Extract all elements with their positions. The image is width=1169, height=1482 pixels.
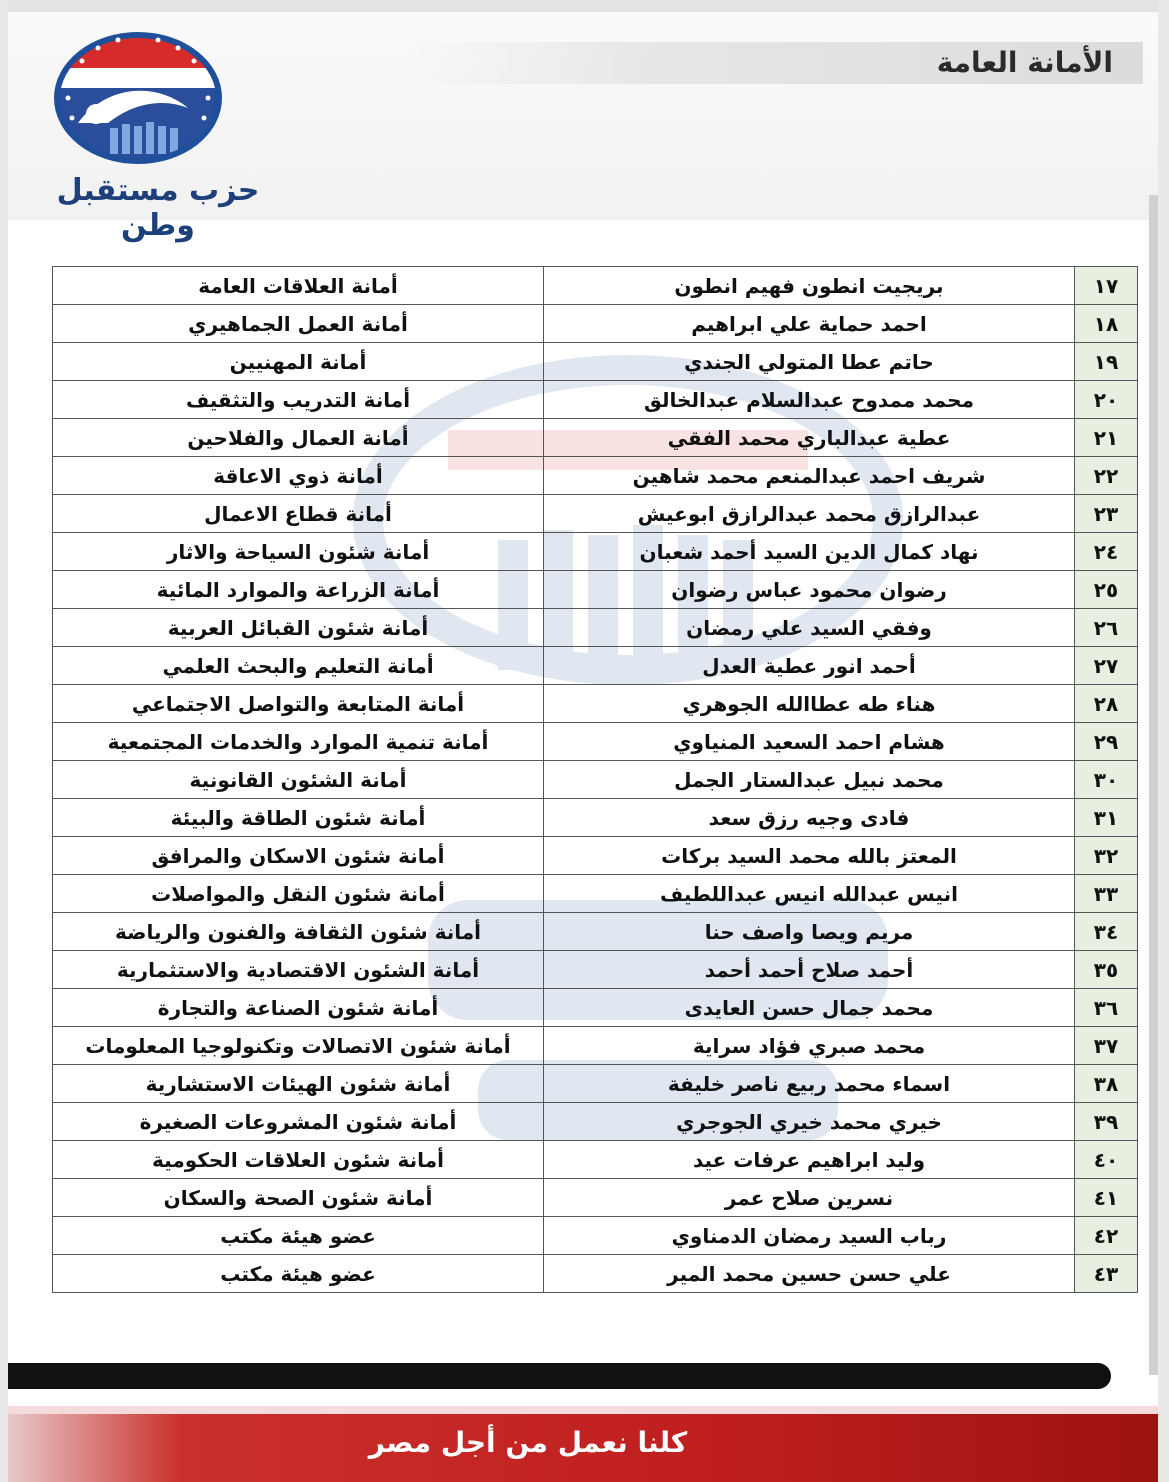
- role-cell: أمانة شئون الاتصالات وتكنولوجيا المعلومات: [53, 1027, 544, 1065]
- role-cell: أمانة الشئون القانونية: [53, 761, 544, 799]
- footer-red-band: [8, 1406, 1158, 1482]
- number-cell: ٣٦: [1075, 989, 1138, 1027]
- role-cell: أمانة شئون الطاقة والبيئة: [53, 799, 544, 837]
- name-cell: نسرين صلاح عمر: [544, 1179, 1075, 1217]
- table-row: [53, 533, 1138, 571]
- role-cell: أمانة شئون السياحة والاثار: [53, 533, 544, 571]
- name-cell: خيري محمد خيري الجوجري: [544, 1103, 1075, 1141]
- role-cell: أمانة قطاع الاعمال: [53, 495, 544, 533]
- table-row: [53, 1255, 1138, 1293]
- table-row: [53, 419, 1138, 457]
- number-cell: ٢٤: [1075, 533, 1138, 571]
- role-cell: عضو هيئة مكتب: [53, 1255, 544, 1293]
- name-cell: محمد صبري فؤاد سراية: [544, 1027, 1075, 1065]
- footer-black-band: [8, 1363, 1111, 1389]
- role-cell: أمانة العلاقات العامة: [53, 267, 544, 305]
- table-row: [53, 495, 1138, 533]
- table-row: [53, 799, 1138, 837]
- footer-slogan: كلنا نعمل من أجل مصر: [368, 1426, 688, 1459]
- role-cell: أمانة العمل الجماهيري: [53, 305, 544, 343]
- table-row: [53, 267, 1138, 305]
- number-cell: ٢٣: [1075, 495, 1138, 533]
- role-cell: أمانة شئون العلاقات الحكومية: [53, 1141, 544, 1179]
- name-cell: حاتم عطا المتولي الجندي: [544, 343, 1075, 381]
- secretariat-table: [52, 266, 1138, 1293]
- name-cell: انيس عبدالله انيس عبداللطيف: [544, 875, 1075, 913]
- number-cell: ١٩: [1075, 343, 1138, 381]
- name-cell: عبدالرازق محمد عبدالرازق ابوعيش: [544, 495, 1075, 533]
- name-cell: علي حسن حسين محمد المير: [544, 1255, 1075, 1293]
- table-row: [53, 571, 1138, 609]
- role-cell: عضو هيئة مكتب: [53, 1217, 544, 1255]
- page-title: الأمانة العامة: [936, 46, 1113, 79]
- table-row: [53, 723, 1138, 761]
- number-cell: ٢٠: [1075, 381, 1138, 419]
- page-header: [8, 0, 1158, 243]
- table-row: [53, 1179, 1138, 1217]
- top-strip: [8, 0, 1158, 12]
- name-cell: وفقي السيد علي رمضان: [544, 609, 1075, 647]
- table-body: [53, 267, 1138, 1293]
- name-cell: نهاد كمال الدين السيد أحمد شعبان: [544, 533, 1075, 571]
- role-cell: أمانة الزراعة والموارد المائية: [53, 571, 544, 609]
- number-cell: ٤١: [1075, 1179, 1138, 1217]
- table-row: [53, 457, 1138, 495]
- name-cell: محمد نبيل عبدالستار الجمل: [544, 761, 1075, 799]
- role-cell: أمانة شئون الصحة والسكان: [53, 1179, 544, 1217]
- name-cell: شريف احمد عبدالمنعم محمد شاهين: [544, 457, 1075, 495]
- role-cell: أمانة العمال والفلاحين: [53, 419, 544, 457]
- eagle-emblem-icon: [38, 28, 288, 178]
- role-cell: أمانة شئون الاسكان والمرافق: [53, 837, 544, 875]
- table-row: [53, 685, 1138, 723]
- number-cell: ٣٥: [1075, 951, 1138, 989]
- table-row: [53, 1217, 1138, 1255]
- name-cell: هناء طه عطاالله الجوهري: [544, 685, 1075, 723]
- table-row: [53, 913, 1138, 951]
- role-cell: أمانة المتابعة والتواصل الاجتماعي: [53, 685, 544, 723]
- table-row: [53, 381, 1138, 419]
- name-cell: هشام احمد السعيد المنياوي: [544, 723, 1075, 761]
- number-cell: ٢٥: [1075, 571, 1138, 609]
- role-cell: أمانة التعليم والبحث العلمي: [53, 647, 544, 685]
- name-cell: احمد حماية علي ابراهيم: [544, 305, 1075, 343]
- table-row: [53, 1065, 1138, 1103]
- number-cell: ١٨: [1075, 305, 1138, 343]
- number-cell: ٣١: [1075, 799, 1138, 837]
- name-cell: اسماء محمد ربيع ناصر خليفة: [544, 1065, 1075, 1103]
- table-row: [53, 1141, 1138, 1179]
- table-row: [53, 609, 1138, 647]
- role-cell: أمانة تنمية الموارد والخدمات المجتمعية: [53, 723, 544, 761]
- name-cell: محمد جمال حسن العايدى: [544, 989, 1075, 1027]
- role-cell: أمانة شئون النقل والمواصلات: [53, 875, 544, 913]
- table-row: [53, 1027, 1138, 1065]
- role-cell: أمانة شئون القبائل العربية: [53, 609, 544, 647]
- table-row: [53, 989, 1138, 1027]
- number-cell: ٣٢: [1075, 837, 1138, 875]
- party-logo: [38, 28, 288, 243]
- number-cell: ١٧: [1075, 267, 1138, 305]
- number-cell: ٢١: [1075, 419, 1138, 457]
- number-cell: ٤٠: [1075, 1141, 1138, 1179]
- number-cell: ٢٩: [1075, 723, 1138, 761]
- name-cell: أحمد انور عطية العدل: [544, 647, 1075, 685]
- number-cell: ٣٩: [1075, 1103, 1138, 1141]
- table-row: [53, 343, 1138, 381]
- name-cell: عطية عبدالباري محمد الفقي: [544, 419, 1075, 457]
- number-cell: ٣٠: [1075, 761, 1138, 799]
- name-cell: المعتز بالله محمد السيد بركات: [544, 837, 1075, 875]
- table-row: [53, 875, 1138, 913]
- document-page: [8, 0, 1158, 1482]
- logo-text: حزب مستقبل وطن: [56, 173, 260, 243]
- role-cell: أمانة الشئون الاقتصادية والاستثمارية: [53, 951, 544, 989]
- page-edge-shadow: [1149, 195, 1158, 1375]
- name-cell: رضوان محمود عباس رضوان: [544, 571, 1075, 609]
- number-cell: ٤٢: [1075, 1217, 1138, 1255]
- number-cell: ٣٧: [1075, 1027, 1138, 1065]
- role-cell: أمانة التدريب والتثقيف: [53, 381, 544, 419]
- table-row: [53, 305, 1138, 343]
- name-cell: رباب السيد رمضان الدمناوي: [544, 1217, 1075, 1255]
- table-row: [53, 647, 1138, 685]
- title-bar: [403, 42, 1143, 84]
- name-cell: محمد ممدوح عبدالسلام عبدالخالق: [544, 381, 1075, 419]
- number-cell: ٣٨: [1075, 1065, 1138, 1103]
- role-cell: أمانة شئون الصناعة والتجارة: [53, 989, 544, 1027]
- table-row: [53, 761, 1138, 799]
- name-cell: بريجيت انطون فهيم انطون: [544, 267, 1075, 305]
- number-cell: ٤٣: [1075, 1255, 1138, 1293]
- role-cell: أمانة شئون الثقافة والفنون والرياضة: [53, 913, 544, 951]
- role-cell: أمانة المهنيين: [53, 343, 544, 381]
- role-cell: أمانة شئون الهيئات الاستشارية: [53, 1065, 544, 1103]
- name-cell: مريم ويصا واصف حنا: [544, 913, 1075, 951]
- number-cell: ٢٢: [1075, 457, 1138, 495]
- number-cell: ٢٦: [1075, 609, 1138, 647]
- role-cell: أمانة ذوي الاعاقة: [53, 457, 544, 495]
- name-cell: وليد ابراهيم عرفات عيد: [544, 1141, 1075, 1179]
- table-row: [53, 951, 1138, 989]
- table-row: [53, 837, 1138, 875]
- number-cell: ٣٣: [1075, 875, 1138, 913]
- number-cell: ٢٨: [1075, 685, 1138, 723]
- name-cell: أحمد صلاح أحمد أحمد: [544, 951, 1075, 989]
- number-cell: ٢٧: [1075, 647, 1138, 685]
- name-cell: فادى وجيه رزق سعد: [544, 799, 1075, 837]
- role-cell: أمانة شئون المشروعات الصغيرة: [53, 1103, 544, 1141]
- table-row: [53, 1103, 1138, 1141]
- number-cell: ٣٤: [1075, 913, 1138, 951]
